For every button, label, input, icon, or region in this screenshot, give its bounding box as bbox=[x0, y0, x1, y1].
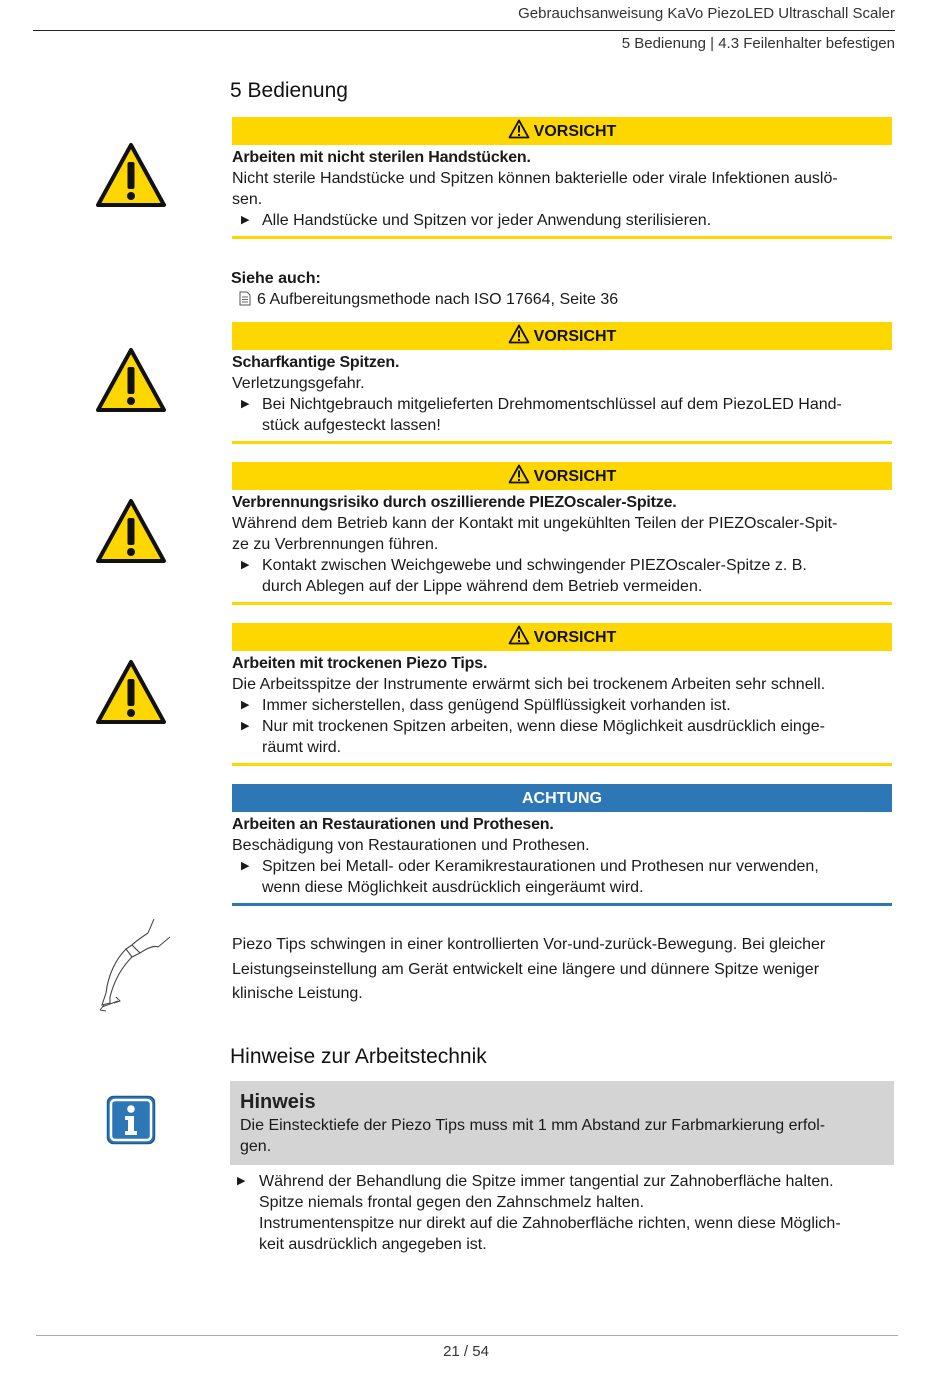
warning-triangle-icon bbox=[95, 498, 167, 564]
caution-subject: Arbeiten mit nicht sterilen Handstücken. bbox=[232, 149, 531, 166]
bullet-text: Instrumentenspitze nur direkt auf die Zahnoberfläche richten, wenn diese Möglich- bbox=[259, 1215, 841, 1232]
warning-triangle-icon bbox=[508, 625, 530, 645]
document-title: Gebrauchsanweisung KaVo PiezoLED Ultraschall Scaler bbox=[518, 5, 895, 22]
document-icon bbox=[239, 291, 251, 306]
caution-end-rule bbox=[232, 602, 892, 605]
caution-label: VORSICHT bbox=[533, 629, 617, 646]
caution-box bbox=[232, 117, 892, 239]
bullet-text: durch Ablegen auf der Lippe während dem Betrieb vermeiden. bbox=[262, 578, 703, 595]
warning-triangle-icon bbox=[95, 659, 167, 725]
notice-box bbox=[232, 784, 892, 906]
caution-bar bbox=[232, 117, 892, 145]
caution-box bbox=[232, 322, 892, 444]
caution-end-rule bbox=[232, 763, 892, 766]
see-also-link[interactable] bbox=[231, 289, 618, 310]
breadcrumb: 5 Bedienung | 4.3 Feilenhalter befestigen bbox=[621, 35, 895, 52]
triangle-bullet-icon: ▶ bbox=[241, 720, 250, 732]
triangle-bullet-icon: ▶ bbox=[241, 398, 250, 410]
caution-label: VORSICHT bbox=[533, 468, 617, 485]
caution-end-rule bbox=[232, 236, 892, 239]
notice-end-rule bbox=[232, 903, 892, 906]
warning-triangle-icon bbox=[508, 464, 530, 484]
paragraph-line: klinische Leistung. bbox=[232, 985, 363, 1002]
header-rule bbox=[33, 30, 895, 31]
caution-bullet-continuation bbox=[232, 576, 892, 597]
paragraph-line: Leistungseinstellung am Gerät entwickelt eine längere und dünnere Spitze weniger bbox=[232, 960, 820, 978]
caution-text-line: Nicht sterile Handstücke und Spitzen können bakterielle oder virale Infektionen auslö- bbox=[232, 170, 838, 187]
see-also-label: Siehe auch: bbox=[231, 270, 321, 287]
caution-label: VORSICHT bbox=[533, 123, 617, 140]
triangle-bullet-icon: ▶ bbox=[237, 1175, 246, 1187]
warning-triangle-icon bbox=[95, 142, 167, 208]
body-paragraph bbox=[232, 933, 892, 1007]
triangle-bullet-icon: ▶ bbox=[241, 699, 250, 711]
caution-bullet bbox=[232, 695, 892, 716]
warning-triangle-icon bbox=[95, 347, 167, 413]
caution-text-line: Verletzungsgefahr. bbox=[232, 375, 365, 392]
page-number: 21 / 54 bbox=[443, 1343, 489, 1360]
caution-end-rule bbox=[232, 441, 892, 444]
bullet-text: räumt wird. bbox=[262, 739, 342, 756]
triangle-bullet-icon: ▶ bbox=[241, 559, 250, 571]
warning-triangle-icon bbox=[508, 324, 530, 344]
bullet-text: Nur mit trockenen Spitzen arbeiten, wenn diese Möglichkeit ausdrücklich einge- bbox=[262, 718, 825, 735]
bullet-text: stück aufgesteckt lassen! bbox=[262, 417, 441, 434]
section-title: 5 Bedienung bbox=[230, 79, 348, 102]
caution-label: VORSICHT bbox=[533, 328, 617, 345]
caution-box bbox=[232, 462, 892, 605]
hint-text-line: gen. bbox=[240, 1138, 272, 1155]
caution-subject: Arbeiten mit trockenen Piezo Tips. bbox=[232, 655, 488, 672]
notice-bar bbox=[232, 784, 892, 812]
caution-bullet bbox=[232, 210, 892, 231]
technique-bullet-continuation bbox=[232, 1213, 892, 1234]
notice-text-line: Beschädigung von Restaurationen und Prothesen. bbox=[232, 837, 590, 854]
bullet-text: wenn diese Möglichkeit ausdrücklich eingeräumt wird. bbox=[262, 879, 644, 896]
notice-bullet-continuation bbox=[232, 877, 892, 898]
paragraph-line: Piezo Tips schwingen in einer kontrollierten Vor-und-zurück-Bewegung. Bei gleicher bbox=[232, 936, 826, 953]
hint-text-line: Die Einstecktiefe der Piezo Tips muss mit 1 mm Abstand zur Farbmarkierung erfol- bbox=[240, 1117, 826, 1134]
technique-bullet-continuation bbox=[232, 1192, 892, 1213]
caution-subject: Verbrennungsrisiko durch oszillierende PIEZOscaler-Spitze. bbox=[232, 494, 677, 511]
caution-subject: Scharfkantige Spitzen. bbox=[232, 354, 400, 371]
technique-bullet bbox=[232, 1171, 892, 1192]
caution-bar bbox=[232, 462, 892, 490]
footer-rule bbox=[36, 1335, 898, 1336]
triangle-bullet-icon: ▶ bbox=[241, 214, 250, 226]
caution-text-line: Die Arbeitsspitze der Instrumente erwärmt sich bei trockenem Arbeiten sehr schnell. bbox=[232, 676, 826, 693]
bullet-text: Spitzen bei Metall- oder Keramikrestaurationen und Prothesen nur verwenden, bbox=[262, 858, 819, 875]
subsection-title: Hinweise zur Arbeitstechnik bbox=[230, 1045, 487, 1068]
caution-box bbox=[232, 623, 892, 766]
warning-triangle-icon bbox=[508, 119, 530, 139]
caution-bullet bbox=[232, 555, 892, 576]
caution-text-line: ze zu Verbrennungen führen. bbox=[232, 536, 439, 553]
caution-text-line: sen. bbox=[232, 191, 263, 208]
see-also-reference: 6 Aufbereitungsmethode nach ISO 17664, Seite 36 bbox=[257, 291, 619, 308]
see-also bbox=[231, 268, 618, 310]
caution-bullet bbox=[232, 716, 892, 737]
technique-bullet-continuation bbox=[232, 1234, 892, 1255]
bullet-text: keit ausdrücklich angegeben ist. bbox=[259, 1236, 487, 1253]
bullet-text: Spitze niemals frontal gegen den Zahnschmelz halten. bbox=[259, 1194, 645, 1211]
bullet-text: Immer sicherstellen, dass genügend Spülflüssigkeit vorhanden ist. bbox=[262, 697, 731, 714]
notice-subject: Arbeiten an Restaurationen und Prothesen. bbox=[232, 816, 554, 833]
caution-bullet bbox=[232, 394, 892, 415]
caution-bullet-continuation bbox=[232, 737, 892, 758]
triangle-bullet-icon: ▶ bbox=[241, 860, 250, 872]
hint-title: Hinweis bbox=[240, 1091, 316, 1113]
bullet-text: Kontakt zwischen Weichgewebe und schwingender PIEZOscaler-Spitze z. B. bbox=[262, 557, 807, 574]
caution-text-line: Während dem Betrieb kann der Kontakt mit ungekühlten Teilen der PIEZOscaler-Spit- bbox=[232, 515, 838, 532]
info-icon bbox=[106, 1095, 156, 1145]
caution-bar bbox=[232, 623, 892, 651]
bullet-text: Während der Behandlung die Spitze immer tangential zur Zahnoberfläche halten. bbox=[259, 1173, 834, 1190]
bullet-text: Bei Nichtgebrauch mitgelieferten Drehmomentschlüssel auf dem PiezoLED Hand- bbox=[262, 396, 842, 413]
bullet-text: Alle Handstücke und Spitzen vor jeder Anwendung sterilisieren. bbox=[262, 212, 712, 229]
notice-bullet bbox=[232, 856, 892, 877]
caution-bullet-continuation bbox=[232, 415, 892, 436]
hint-box bbox=[230, 1081, 894, 1165]
scaler-tip-illustration bbox=[96, 915, 176, 1013]
caution-bar bbox=[232, 322, 892, 350]
notice-label: ACHTUNG bbox=[522, 790, 602, 807]
technique-list bbox=[232, 1171, 892, 1255]
